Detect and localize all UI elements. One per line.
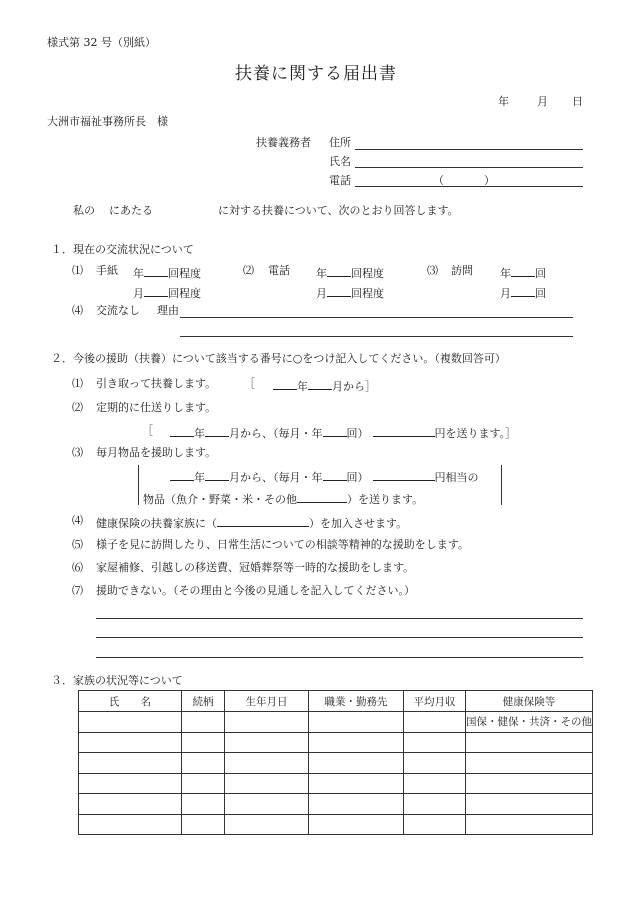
s1-item2-row1 xyxy=(316,265,384,279)
times-label: 回） xyxy=(346,427,369,440)
intro-part1: 私の xyxy=(73,204,95,217)
blank[interactable] xyxy=(511,285,535,297)
s2-i3-text: 毎月物品を援助します。 xyxy=(96,446,217,459)
insurance-blank[interactable] xyxy=(217,515,309,527)
s2-i5-num: ⑸ xyxy=(72,538,83,551)
reason-label: 理由 xyxy=(157,304,179,317)
table-cell[interactable] xyxy=(309,814,404,835)
table-cell[interactable] xyxy=(404,773,466,794)
table-cell[interactable] xyxy=(309,773,404,794)
goods-label: 物品（魚介・野菜・米・その他 xyxy=(143,493,297,506)
year-label: 年 xyxy=(297,380,308,393)
table-cell[interactable] xyxy=(79,712,182,733)
blank[interactable] xyxy=(144,265,168,277)
table-cell[interactable] xyxy=(404,753,466,774)
year-label: 年 xyxy=(194,427,205,440)
s2-i2-detail xyxy=(170,425,516,439)
s2-i2-open: ［ xyxy=(142,424,153,437)
insurance-options[interactable]: 国保・健保・共済・その他 xyxy=(466,712,593,733)
table-cell[interactable] xyxy=(404,794,466,815)
address-field[interactable] xyxy=(355,149,583,150)
col-occupation: 職業・勤務先 xyxy=(309,691,404,712)
phone-paren-open: （ xyxy=(433,174,444,187)
table-cell[interactable] xyxy=(225,712,309,733)
s2-i2-num: ⑵ xyxy=(72,401,83,414)
table-cell[interactable] xyxy=(466,814,593,835)
times-label: 回程度 xyxy=(168,287,201,300)
table-cell[interactable] xyxy=(225,773,309,794)
table-cell[interactable] xyxy=(404,732,466,753)
s2-i4-num: ⑷ xyxy=(72,514,83,527)
table-row xyxy=(79,712,593,733)
blank[interactable] xyxy=(511,265,535,277)
intro-part3: に対する扶養について、次のとおり回答します。 xyxy=(218,204,459,217)
times-label: 回 xyxy=(535,267,546,280)
intro-part2: にあたる xyxy=(109,204,153,217)
times-label: 回 xyxy=(535,287,546,300)
s2-i6-text: 家屋補修、引越しの移送費、冠婚葬祭等一時的な援助をします。 xyxy=(96,561,415,574)
section3-heading: ３．家族の状況等について xyxy=(51,674,183,687)
s2-i3-detail xyxy=(170,469,479,483)
s1-item3-row1 xyxy=(500,265,546,279)
reason-line-b[interactable] xyxy=(96,637,583,638)
times-label: 回程度 xyxy=(351,287,384,300)
table-row xyxy=(79,732,593,753)
table-row xyxy=(79,794,593,815)
section1-heading: １．現在の交流状況について xyxy=(51,243,194,256)
phone-label: 電話 xyxy=(329,174,351,187)
s2-i1-period xyxy=(273,378,376,392)
reason-line-2[interactable] xyxy=(180,336,573,337)
s1-item4-num: ⑷ xyxy=(72,304,83,317)
table-cell[interactable] xyxy=(225,814,309,835)
address-label: 住所 xyxy=(329,136,351,149)
table-cell[interactable] xyxy=(466,753,593,774)
section2-heading: ２．今後の援助（扶養）について該当する番号に○をつけ記入してください。（複数回答可） xyxy=(51,352,506,365)
blank[interactable] xyxy=(144,285,168,297)
s2-i3-goods xyxy=(143,491,423,505)
table-cell[interactable] xyxy=(79,753,182,774)
addressee: 大洲市福祉事務所長 様 xyxy=(47,115,168,128)
table-cell[interactable] xyxy=(225,753,309,774)
month-label: 月 xyxy=(500,287,511,300)
month-label: 月 xyxy=(316,287,327,300)
col-name: 氏 名 xyxy=(79,691,182,712)
amount-blank[interactable] xyxy=(373,425,435,437)
s2-i3-num: ⑶ xyxy=(72,446,83,459)
blank[interactable] xyxy=(205,425,229,437)
s1-item2-row2 xyxy=(316,285,384,299)
goods-blank[interactable] xyxy=(297,491,347,503)
table-cell[interactable] xyxy=(225,732,309,753)
phone-field[interactable] xyxy=(355,186,583,187)
table-cell[interactable] xyxy=(404,712,466,733)
times-label: 回程度 xyxy=(351,267,384,280)
table-cell[interactable] xyxy=(79,732,182,753)
date-month-label: 月 xyxy=(537,95,548,108)
year-label: 年 xyxy=(133,267,144,280)
reason-line-a[interactable] xyxy=(96,618,583,619)
table-cell[interactable] xyxy=(182,732,225,753)
obligor-label: 扶養義務者 xyxy=(256,136,311,149)
phone-paren-close: ） xyxy=(484,174,495,187)
month-label: 月 xyxy=(133,287,144,300)
s2-i1-text: 引き取って扶養します。 xyxy=(96,377,217,390)
form-number: 様式第 32 号（別紙） xyxy=(47,36,156,49)
col-relation: 続柄 xyxy=(182,691,225,712)
amount-tail: 円相当の xyxy=(434,471,479,484)
col-insurance: 健康保険等 xyxy=(466,691,593,712)
table-cell[interactable] xyxy=(182,794,225,815)
s2-i2-text: 定期的に仕送りします。 xyxy=(96,401,217,414)
table-cell[interactable] xyxy=(79,773,182,794)
year-label: 年 xyxy=(500,267,511,280)
table-cell[interactable] xyxy=(466,773,593,794)
blank[interactable] xyxy=(323,469,347,481)
times-label: 回程度 xyxy=(168,267,201,280)
s2-i7-text: 援助できない。（その理由と今後の見通しを記入してください。） xyxy=(96,584,415,597)
i4-text-a: 健康保険の扶養家族に（ xyxy=(96,517,217,530)
goods-tail: ）を送ります。 xyxy=(347,493,424,506)
table-row xyxy=(79,814,593,835)
blank[interactable] xyxy=(327,285,351,297)
col-income: 平均月収 xyxy=(404,691,466,712)
blank[interactable] xyxy=(327,265,351,277)
month-from-label: 月から］ xyxy=(332,380,376,393)
table-row xyxy=(79,773,593,794)
table-cell[interactable] xyxy=(182,753,225,774)
date-day-label: 日 xyxy=(572,95,583,108)
table-cell[interactable] xyxy=(309,732,404,753)
s1-item1-row2 xyxy=(133,285,201,299)
blank[interactable] xyxy=(170,469,194,481)
s2-i1-open: ［ xyxy=(244,377,255,390)
s1-item4-label: 交流なし xyxy=(96,304,140,317)
blank[interactable] xyxy=(273,378,297,390)
s2-i6-num: ⑹ xyxy=(72,561,83,574)
amount-blank[interactable] xyxy=(373,469,435,481)
s1-item1-num: ⑴ xyxy=(72,264,83,277)
table-cell[interactable] xyxy=(182,814,225,835)
table-cell[interactable] xyxy=(182,712,225,733)
blank[interactable] xyxy=(170,425,194,437)
table-cell[interactable] xyxy=(225,794,309,815)
table-header-row xyxy=(79,691,593,712)
s1-item2-num: ⑵ xyxy=(243,264,254,277)
reason-line-c[interactable] xyxy=(96,657,583,658)
blank[interactable] xyxy=(308,378,332,390)
table-cell[interactable] xyxy=(309,794,404,815)
name-label: 氏名 xyxy=(329,155,351,168)
family-table xyxy=(78,690,593,835)
date-year-label: 年 xyxy=(498,95,509,108)
times-label: 回） xyxy=(346,471,369,484)
month-label: 月から、（毎月・年 xyxy=(229,471,323,484)
table-cell[interactable] xyxy=(309,712,404,733)
table-cell[interactable] xyxy=(79,814,182,835)
s1-item1-label: 手紙 xyxy=(96,264,118,277)
s1-item1-row1 xyxy=(133,265,201,279)
s1-item3-label: 訪問 xyxy=(451,264,473,277)
i4-text-b: ）を加入させます。 xyxy=(309,517,408,530)
name-field[interactable] xyxy=(355,167,583,168)
table-cell[interactable] xyxy=(466,732,593,753)
month-label: 月から、（毎月・年 xyxy=(229,427,323,440)
s2-i4-text xyxy=(96,515,407,529)
table-cell[interactable] xyxy=(182,773,225,794)
table-row xyxy=(79,753,593,774)
amount-tail: 円を送ります。］ xyxy=(434,427,517,440)
s2-i1-num: ⑴ xyxy=(72,377,83,390)
table-cell[interactable] xyxy=(309,753,404,774)
s2-i7-num: ⑺ xyxy=(72,584,83,597)
s1-item3-row2 xyxy=(500,285,546,299)
table-cell[interactable] xyxy=(466,794,593,815)
blank[interactable] xyxy=(323,425,347,437)
page-title: 扶養に関する届出書 xyxy=(235,64,397,84)
table-cell[interactable] xyxy=(79,794,182,815)
col-birthdate: 生年月日 xyxy=(225,691,309,712)
year-label: 年 xyxy=(316,267,327,280)
s1-item3-num: ⑶ xyxy=(427,264,438,277)
table-cell[interactable] xyxy=(404,814,466,835)
s2-i5-text: 様子を見に訪問したり、日常生活についての相談等精神的な援助をします。 xyxy=(96,538,469,551)
s1-item2-label: 電話 xyxy=(268,264,290,277)
blank[interactable] xyxy=(205,469,229,481)
year-label: 年 xyxy=(194,471,205,484)
reason-line-1[interactable] xyxy=(180,317,573,318)
